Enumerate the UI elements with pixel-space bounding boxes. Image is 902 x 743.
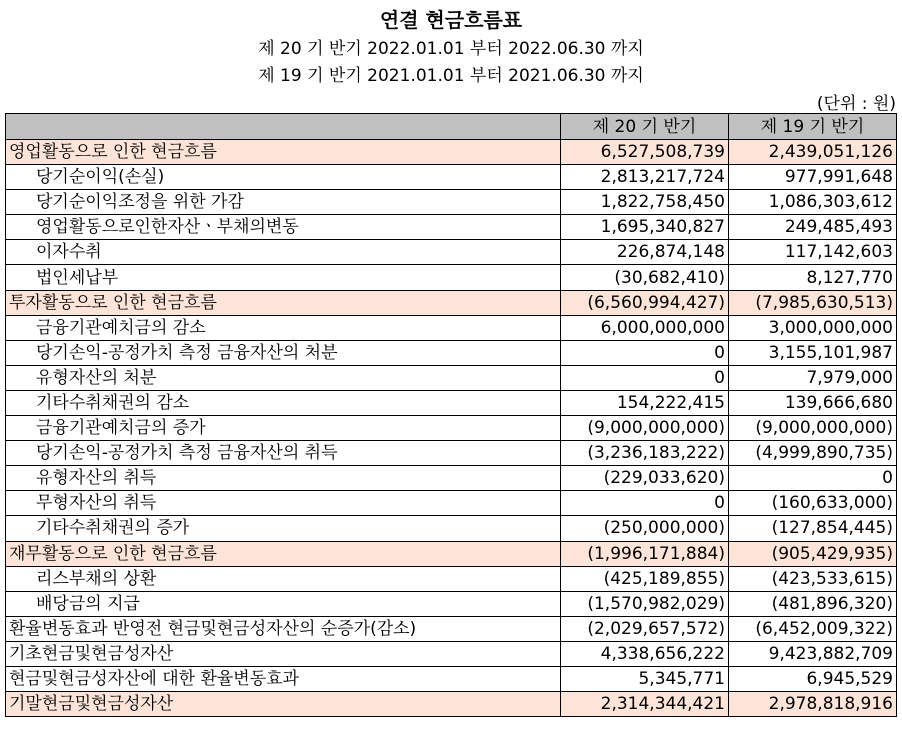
period-current: 제 20 기 반기 2022.01.01 부터 2022.06.30 까지 <box>258 39 644 59</box>
table-header <box>6 114 897 140</box>
header-period-20: 제 20 기 반기 <box>561 114 729 140</box>
table-row <box>6 666 897 691</box>
table-row <box>6 240 897 265</box>
row-label: 당기순이익(손실) <box>6 165 561 190</box>
table-row <box>6 365 897 390</box>
row-label: 유형자산의 취득 <box>6 466 561 491</box>
row-label: 이자수취 <box>6 240 561 265</box>
value-period-19: 0 <box>729 466 897 491</box>
value-period-20: 2,813,217,724 <box>561 165 729 190</box>
table-row <box>6 491 897 516</box>
row-label: 리스부채의 상환 <box>6 566 561 591</box>
value-period-20: (6,560,994,427) <box>561 290 729 315</box>
row-label: 기타수취채권의 증가 <box>6 516 561 541</box>
row-label: 투자활동으로 인한 현금흐름 <box>6 290 561 315</box>
row-label: 재무활동으로 인한 현금흐름 <box>6 541 561 566</box>
row-label: 기초현금및현금성자산 <box>6 641 561 666</box>
value-period-19: (7,985,630,513) <box>729 290 897 315</box>
value-period-19: (127,854,445) <box>729 516 897 541</box>
value-period-19: 2,978,818,916 <box>729 692 897 717</box>
value-period-19: 977,991,648 <box>729 165 897 190</box>
value-period-19: 7,979,000 <box>729 365 897 390</box>
value-period-20: (30,682,410) <box>561 265 729 290</box>
value-period-20: 0 <box>561 365 729 390</box>
table-row <box>6 616 897 641</box>
value-period-20: (3,236,183,222) <box>561 441 729 466</box>
row-label: 금융기관예치금의 감소 <box>6 315 561 340</box>
value-period-20: (2,029,657,572) <box>561 616 729 641</box>
table-row <box>6 165 897 190</box>
value-period-20: (425,189,855) <box>561 566 729 591</box>
table-row <box>6 265 897 290</box>
row-label: 기말현금및현금성자산 <box>6 692 561 717</box>
value-period-19: 3,000,000,000 <box>729 315 897 340</box>
value-period-20: 1,695,340,827 <box>561 215 729 240</box>
table-row <box>6 566 897 591</box>
value-period-19: 139,666,680 <box>729 390 897 415</box>
page-title: 연결 현금흐름표 <box>379 8 523 32</box>
value-period-19: (160,633,000) <box>729 491 897 516</box>
value-period-19: 117,142,603 <box>729 240 897 265</box>
header-period-19: 제 19 기 반기 <box>729 114 897 140</box>
row-label: 당기손익-공정가치 측정 금융자산의 취득 <box>6 441 561 466</box>
row-label: 기타수취채권의 감소 <box>6 390 561 415</box>
value-period-20: 154,222,415 <box>561 390 729 415</box>
value-period-20: 2,314,344,421 <box>561 692 729 717</box>
value-period-20: 5,345,771 <box>561 666 729 691</box>
row-label: 환율변동효과 반영전 현금및현금성자산의 순증가(감소) <box>6 616 561 641</box>
table-row <box>6 140 897 165</box>
value-period-20: (1,570,982,029) <box>561 591 729 616</box>
row-label: 무형자산의 취득 <box>6 491 561 516</box>
value-period-20: (250,000,000) <box>561 516 729 541</box>
value-period-19: 2,439,051,126 <box>729 140 897 165</box>
value-period-20: 226,874,148 <box>561 240 729 265</box>
row-label: 법인세납부 <box>6 265 561 290</box>
period-prior: 제 19 기 반기 2021.01.01 부터 2021.06.30 까지 <box>258 66 644 86</box>
value-period-20: 4,338,656,222 <box>561 641 729 666</box>
cash-flow-table <box>5 113 897 717</box>
value-period-20: 0 <box>561 340 729 365</box>
value-period-20: 6,000,000,000 <box>561 315 729 340</box>
row-label: 유형자산의 처분 <box>6 365 561 390</box>
value-period-20: 1,822,758,450 <box>561 190 729 215</box>
value-period-19: 9,423,882,709 <box>729 641 897 666</box>
value-period-19: 249,485,493 <box>729 215 897 240</box>
row-label: 영업활동으로인한자산ㆍ부채의변동 <box>6 215 561 240</box>
table-row <box>6 416 897 441</box>
value-period-19: 1,086,303,612 <box>729 190 897 215</box>
value-period-19: 6,945,529 <box>729 666 897 691</box>
table-row <box>6 466 897 491</box>
table-row <box>6 190 897 215</box>
value-period-19: (9,000,000,000) <box>729 416 897 441</box>
row-label: 당기순이익조정을 위한 가감 <box>6 190 561 215</box>
table-row <box>6 215 897 240</box>
value-period-19: (6,452,009,322) <box>729 616 897 641</box>
value-period-20: (1,996,171,884) <box>561 541 729 566</box>
row-label: 배당금의 지급 <box>6 591 561 616</box>
table-row <box>6 692 897 717</box>
value-period-19: 8,127,770 <box>729 265 897 290</box>
row-label: 금융기관예치금의 증가 <box>6 416 561 441</box>
value-period-19: (481,896,320) <box>729 591 897 616</box>
table-row <box>6 340 897 365</box>
unit-label: (단위 : 원) <box>816 94 896 114</box>
value-period-20: (229,033,620) <box>561 466 729 491</box>
row-label: 현금및현금성자산에 대한 환율변동효과 <box>6 666 561 691</box>
value-period-19: 3,155,101,987 <box>729 340 897 365</box>
row-label: 영업활동으로 인한 현금흐름 <box>6 140 561 165</box>
table-row <box>6 516 897 541</box>
header-label <box>6 114 561 140</box>
value-period-19: (4,999,890,735) <box>729 441 897 466</box>
value-period-19: (905,429,935) <box>729 541 897 566</box>
table-row <box>6 315 897 340</box>
table-row <box>6 390 897 415</box>
table-row <box>6 541 897 566</box>
table-row <box>6 290 897 315</box>
table-row <box>6 441 897 466</box>
value-period-20: (9,000,000,000) <box>561 416 729 441</box>
table-row <box>6 591 897 616</box>
value-period-19: (423,533,615) <box>729 566 897 591</box>
table-row <box>6 641 897 666</box>
value-period-20: 6,527,508,739 <box>561 140 729 165</box>
value-period-20: 0 <box>561 491 729 516</box>
row-label: 당기손익-공정가치 측정 금융자산의 처분 <box>6 340 561 365</box>
